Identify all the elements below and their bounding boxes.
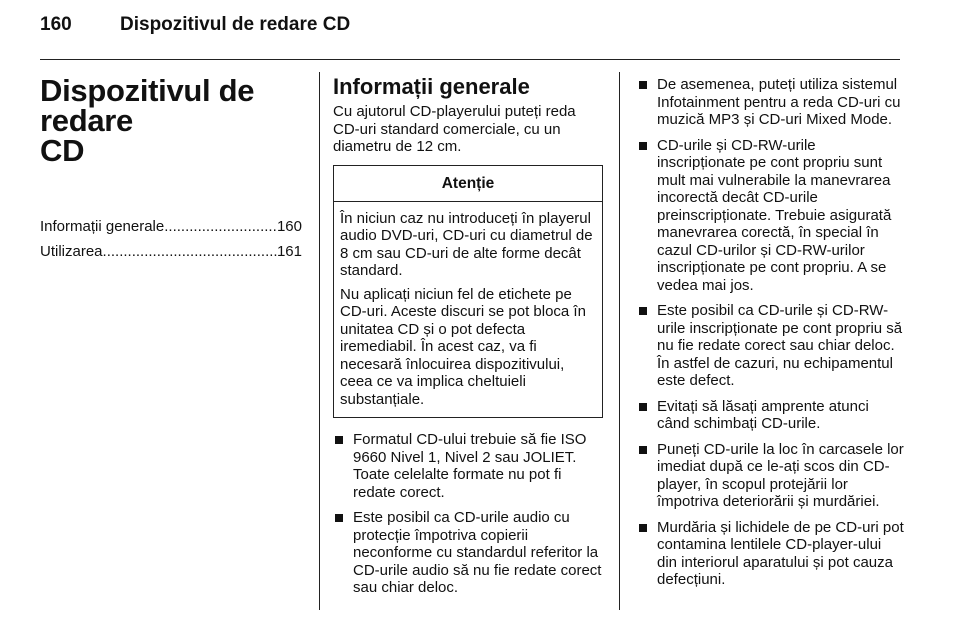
square-bullet-icon [639, 446, 647, 454]
chapter-column [40, 73, 302, 264]
list-item-text: De asemenea, puteți utiliza sistemul Infotainment pentru a reda CD-uri cu muzică MP3 și CD-uri Mixed Mode. [657, 76, 901, 128]
toc-item-page: 161 [276, 243, 302, 260]
toc-item-page: 160 [276, 218, 302, 235]
toc-item-informatii-generale[interactable] [40, 214, 302, 239]
square-bullet-icon [639, 403, 647, 411]
toc-item-label: Utilizarea [40, 243, 103, 260]
list-item-text: Formatul CD-ului trebuie să fie ISO 9660 Nivel 1, Nivel 2 sau JOLIET. Toate celelalte formate nu pot fi redate corect. [353, 431, 587, 501]
warning-paragraph: Nu aplicați niciun fel de etichete pe CD-uri. Aceste discuri se pot bloca în unitatea CD și o pot defecta iremediabil. În acest caz, va fi necesară înlocuirea dispozitivului, ceea ce va implica cheltuieli substanțiale. [340, 285, 586, 408]
list-item [637, 76, 905, 129]
warning-box [333, 165, 603, 419]
list-item [637, 137, 905, 295]
toc-leader-dots [164, 214, 277, 239]
page-header [40, 14, 900, 44]
toc-item-utilizarea[interactable] [40, 239, 302, 264]
column-divider-left [319, 72, 320, 610]
square-bullet-icon [639, 307, 647, 315]
square-bullet-icon [639, 81, 647, 89]
list-item [637, 302, 905, 390]
list-item-text: Puneți CD-urile la loc în carcasele lor imediat după ce le-ați scos din CD-player, în scopul protejării lor împotriva deteriorării și murdăriei. [657, 440, 904, 510]
list-item-text: Evitați să lăsați amprente atunci când schimbați CD-urile. [657, 397, 869, 432]
list-item [637, 398, 905, 433]
list-item [637, 519, 905, 589]
chapter-title [40, 73, 302, 168]
page-number: 160 [40, 14, 72, 35]
list-item [637, 441, 905, 511]
section-intro: Cu ajutorul CD-playerului puteți reda CD-uri standard comerciale, cu un diametru de 12 cm. [333, 103, 576, 155]
warning-heading: Atenție [334, 166, 602, 202]
list-item-text: Este posibil ca CD-urile audio cu protecție împotriva copierii neconforme cu standardul referitor la CD-urile audio să nu fie redate corect sau chiar deloc. [353, 509, 602, 596]
table-of-contents [40, 214, 302, 264]
toc-item-label: Informații generale [40, 218, 165, 235]
section-title: Informații generale [333, 74, 530, 99]
square-bullet-icon [639, 524, 647, 532]
square-bullet-icon [335, 436, 343, 444]
warning-paragraph: În niciun caz nu introduceți în playerul audio DVD-uri, CD-uri cu diametrul de 8 cm sau CD-uri de alte forme decât standard. [340, 209, 593, 279]
list-item-text: Este posibil ca CD-urile și CD-RW-urile inscripționate pe cont propriu să nu fie redate corect sau chiar deloc. În astfel de cazuri, nu echipamentul este defect. [657, 302, 903, 389]
column-divider-right [619, 72, 620, 610]
list-item [333, 431, 605, 501]
bullet-list [637, 76, 905, 589]
bullet-list [333, 431, 605, 597]
list-item-text: CD-urile și CD-RW-urile inscripționate pe cont propriu sunt mult mai vulnerabile la manevrarea incorectă decât CD-urile preinscripționate. Trebuie asigurată manevrarea corectă, în special în cazul CD-urilor și CD-RW-urilor inscripționate pe cont propriu. A se vedea mai jos. [657, 136, 892, 294]
list-item [333, 509, 605, 597]
list-item-text: Murdăria și lichidele de pe CD-uri pot contamina lentilele CD-player-ului din interiorul aparatului și pot cauza defecțiuni. [657, 518, 904, 588]
square-bullet-icon [335, 514, 343, 522]
header-rule [40, 59, 900, 60]
header-title: Dispozitivul de redare CD [120, 14, 351, 35]
warning-body [334, 202, 602, 418]
notes-column [637, 76, 905, 597]
chapter-title-line1: Dispozitivul de redare [40, 73, 255, 138]
chapter-title-line2: CD [40, 133, 85, 168]
toc-leader-dots [103, 239, 277, 264]
square-bullet-icon [639, 142, 647, 150]
section-column [333, 76, 605, 605]
